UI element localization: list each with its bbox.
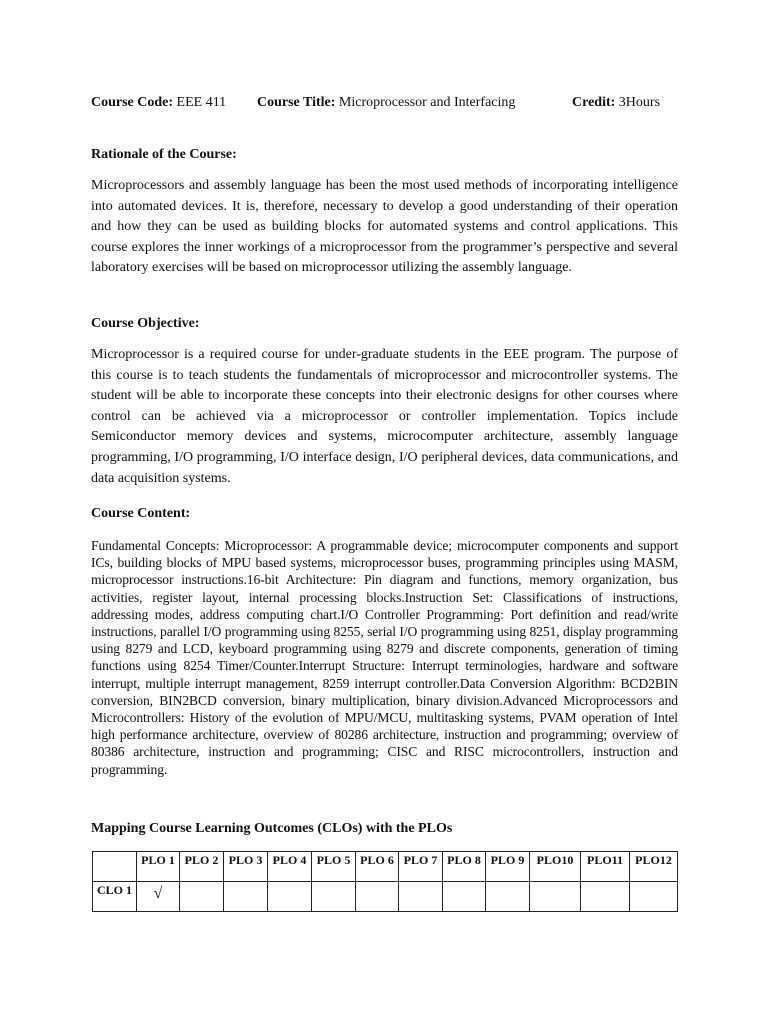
course-credit: Credit: 3Hours: [572, 95, 661, 110]
content-heading: Course Content:: [91, 506, 191, 521]
rationale-heading: Rationale of the Course:: [91, 147, 237, 162]
table-cell: √: [137, 882, 180, 912]
table-cell: [224, 882, 268, 912]
course-title: Course Title: Microprocessor and Interfacing: [257, 95, 516, 110]
table-cell: [312, 882, 356, 912]
table-header-cell: PLO 4: [268, 852, 312, 882]
table-cell: [180, 882, 224, 912]
rationale-text: Microprocessors and assembly language has been the most used methods of incorporating intelligence into automated devices. It is, therefore, necessary to develop a good understanding of their operation and how they can be used as building blocks for automated systems and control applications. This course explores the inner workings of a microprocessor from the programmer’s perspective and several laboratory exercises will be based on microprocessor utilizing the assembly language.: [91, 178, 678, 276]
table-row: [93, 882, 678, 912]
table-cell: [356, 882, 399, 912]
table-row-label: CLO 1: [93, 882, 137, 912]
table-header-cell: PLO 5: [312, 852, 356, 882]
table-header-cell: PLO 1: [137, 852, 180, 882]
objective-text: Microprocessor is a required course for under-graduate students in the EEE program. The purpose of this course is to teach students the fundamentals of microprocessor and microcontroller systems. The student will be able to incorporate these concepts into their electronic designs for other courses where control can be achieved via a microprocessor or controller implementation. Topics include Semiconductor memory devices and systems, microcomputer architecture, assembly language programming, I/O programming, I/O interface design, I/O peripheral devices, data communications, and data acquisition systems.: [91, 347, 678, 486]
table-header-cell: PLO 9: [486, 852, 530, 882]
table-cell: [530, 882, 581, 912]
course-code: Course Code: EEE 411: [91, 95, 227, 110]
content-text: Fundamental Concepts: Microprocessor: A programmable device; microcomputer components and support ICs, building blocks of MPU based systems, microprocessor buses, programming principles using MASM, microprocessor instructions.16-bit Architecture: Pin diagram and functions, memory organization, bus activities, register layout, internal processing blocks.Instruction Set: Classifications of instructions, addressing modes, address computing chart.I/O Controller Programming: Port definition and read/write instructions, parallel I/O programming using 8255, serial I/O programming using 8251, display programming using 8279 and LCD, keyboard programming using 8279 and discrete components, generation of timing functions using 8254 Timer/Counter.Interrupt Structure: Interrupt terminologies, hardware and software interrupt, multiple interrupt management, 8259 interrupt controller.Data Conversion Algorithm: BCD2BIN conversion, BIN2BCD conversion, binary multiplication, binary division.Advanced Microprocessors and Microcontrollers: History of the evolution of MPU/MCU, multitasking systems, PVAM operation of Intel high performance architecture, overview of 80286 architecture, instruction and programming; overview of 80386 architecture, instruction and programming; CISC and RISC microcontrollers, instruction and programming.: [91, 538, 678, 777]
table-cell: [581, 882, 630, 912]
table-header-cell: PLO12: [630, 852, 678, 882]
table-cell: [630, 882, 678, 912]
table-header-cell: PLO 8: [443, 852, 486, 882]
table-header-cell: PLO 2: [180, 852, 224, 882]
table-cell: [486, 882, 530, 912]
table-header-cell: PLO11: [581, 852, 630, 882]
objective-heading: Course Objective:: [91, 316, 200, 331]
table-header-cell: PLO10: [530, 852, 581, 882]
table-header-row: [93, 852, 678, 882]
table-cell: [268, 882, 312, 912]
table-cell: [399, 882, 443, 912]
table-cell: [443, 882, 486, 912]
table-header-cell: PLO 3: [224, 852, 268, 882]
table-header-cell: PLO 6: [356, 852, 399, 882]
table-header-cell: PLO 7: [399, 852, 443, 882]
clo-plo-table: [92, 851, 678, 912]
table-corner-cell: [93, 852, 137, 882]
mapping-heading: Mapping Course Learning Outcomes (CLOs) with the PLOs: [91, 821, 453, 836]
